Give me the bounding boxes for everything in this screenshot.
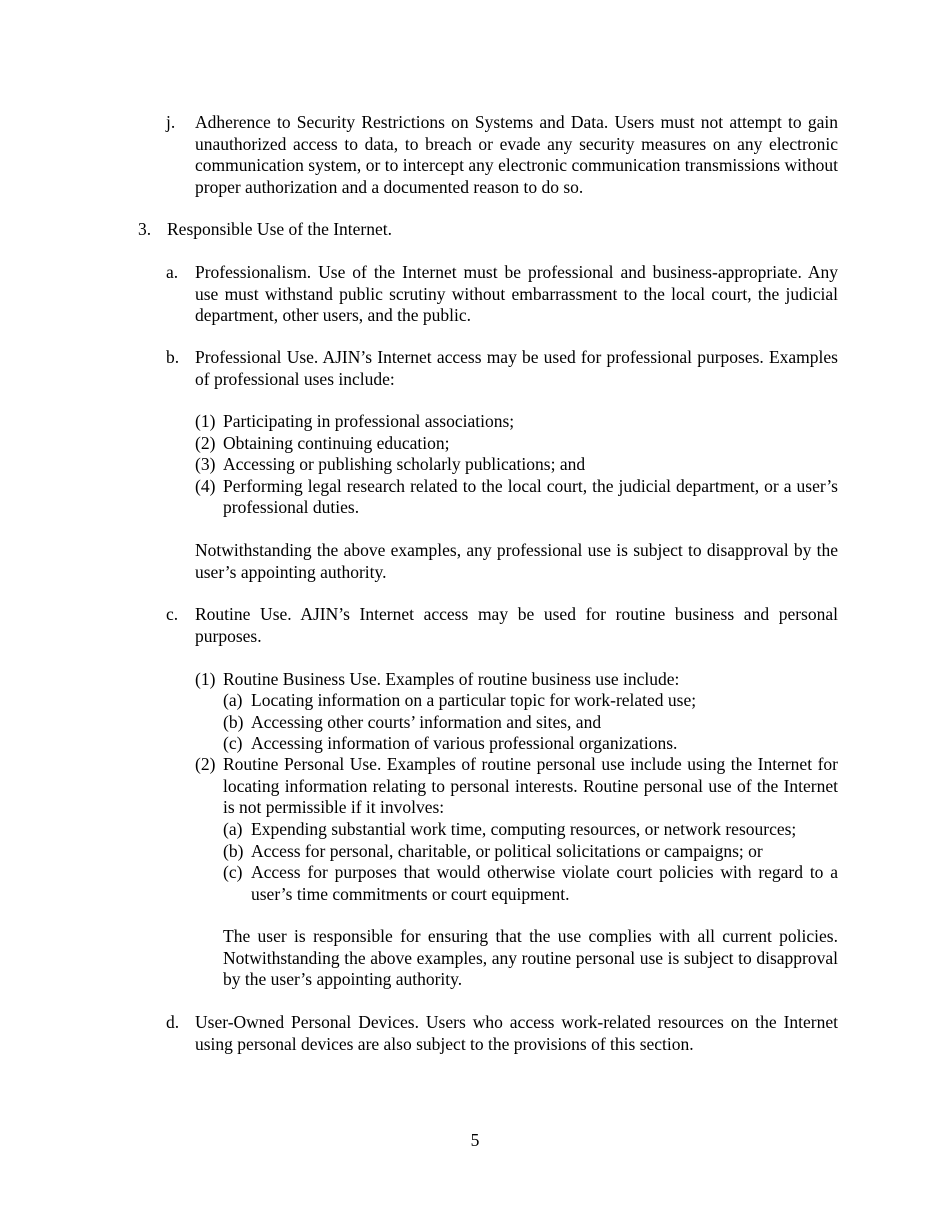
item-c2-label: (2) <box>195 754 216 774</box>
item-c2-text: Routine Personal Use. Examples of routine personal use include using the Internet for locating information relating to personal interests. Routine personal use of the Internet is not permissible if it involves: <box>223 754 838 817</box>
list-item-label: (a) <box>223 819 243 839</box>
section-3-label: 3. <box>138 219 152 239</box>
list-item-text: Access for purposes that would otherwise violate court policies with regard to a user’s time commitments or court equipment. <box>251 862 838 904</box>
item-b-list <box>195 411 838 519</box>
list-item-label: (4) <box>195 475 216 496</box>
list-item-label: (a) <box>223 690 243 710</box>
item-j <box>166 112 838 198</box>
item-b <box>166 347 838 390</box>
item-c1-list <box>223 690 838 755</box>
list-item-label: (c) <box>223 862 243 882</box>
list-item-text: Accessing information of various professional organizations. <box>251 733 678 753</box>
list-item-text: Performing legal research related to the local court, the judicial department, or a user’s professional duties. <box>223 475 838 517</box>
list-item <box>223 862 838 905</box>
item-c2-note: The user is responsible for ensuring that the use complies with all current policies. Notwithstanding the above examples, any routine personal use is subject to disapproval by the user’s appointing authority. <box>223 926 838 989</box>
list-item <box>195 476 838 519</box>
item-j-text: Adherence to Security Restrictions on Systems and Data. Users must not attempt to gain unauthorized access to data, to breach or evade any security measures on any electronic communication system, or to intercept any electronic communication transmissions without proper authorization and a documented reason to do so. <box>195 112 838 197</box>
item-a <box>166 262 838 327</box>
list-item-label: (b) <box>223 711 244 732</box>
section-3-title: Responsible Use of the Internet. <box>167 219 393 239</box>
item-c2-list <box>223 819 838 905</box>
item-b-label: b. <box>166 347 180 367</box>
item-j-label: j. <box>166 112 176 132</box>
item-c1-text: Routine Business Use. Examples of routine business use include: <box>223 669 680 689</box>
item-d <box>166 1012 838 1055</box>
item-a-label: a. <box>166 262 179 282</box>
list-item <box>223 712 838 734</box>
item-d-label: d. <box>166 1012 180 1032</box>
item-d-text: User-Owned Personal Devices. Users who access work-related resources on the Internet using personal devices are also subject to the provisions of this section. <box>195 1012 838 1054</box>
list-item <box>223 733 838 755</box>
item-c2 <box>195 754 838 819</box>
list-item <box>195 411 838 433</box>
item-b-text: Professional Use. AJIN’s Internet access may be used for professional purposes. Examples of professional uses include: <box>195 347 838 389</box>
page-number: 5 <box>470 1130 480 1150</box>
item-c-text: Routine Use. AJIN’s Internet access may be used for routine business and personal purposes. <box>195 604 838 646</box>
list-item-text: Locating information on a particular topic for work-related use; <box>251 690 697 710</box>
list-item-text: Accessing or publishing scholarly publications; and <box>223 454 586 474</box>
list-item <box>223 819 838 841</box>
list-item-text: Accessing other courts’ information and sites, and <box>251 711 602 732</box>
list-item-label: (b) <box>223 840 244 861</box>
list-item-label: (2) <box>195 432 216 453</box>
item-c <box>166 604 838 647</box>
item-c1 <box>195 669 838 691</box>
list-item-label: (1) <box>195 411 216 431</box>
list-item-text: Expending substantial work time, computing resources, or network resources; <box>251 819 797 839</box>
list-item <box>223 841 838 863</box>
section-3-heading <box>138 219 838 241</box>
item-c-label: c. <box>166 604 179 624</box>
item-a-text: Professionalism. Use of the Internet must be professional and business-appropriate. Any use must withstand public scrutiny without embarrassment to the local court, the judicial department, other users, and the public. <box>195 262 838 325</box>
list-item <box>195 433 838 455</box>
list-item-text: Obtaining continuing education; <box>223 432 450 453</box>
item-b-note: Notwithstanding the above examples, any professional use is subject to disapproval by the user’s appointing authority. <box>195 540 838 582</box>
list-item-text: Access for personal, charitable, or political solicitations or campaigns; or <box>251 840 763 861</box>
list-item-label: (c) <box>223 733 243 753</box>
list-item <box>223 690 838 712</box>
list-item <box>195 454 838 476</box>
list-item-text: Participating in professional associations; <box>223 411 515 431</box>
list-item-label: (3) <box>195 454 216 474</box>
item-c1-label: (1) <box>195 669 216 689</box>
